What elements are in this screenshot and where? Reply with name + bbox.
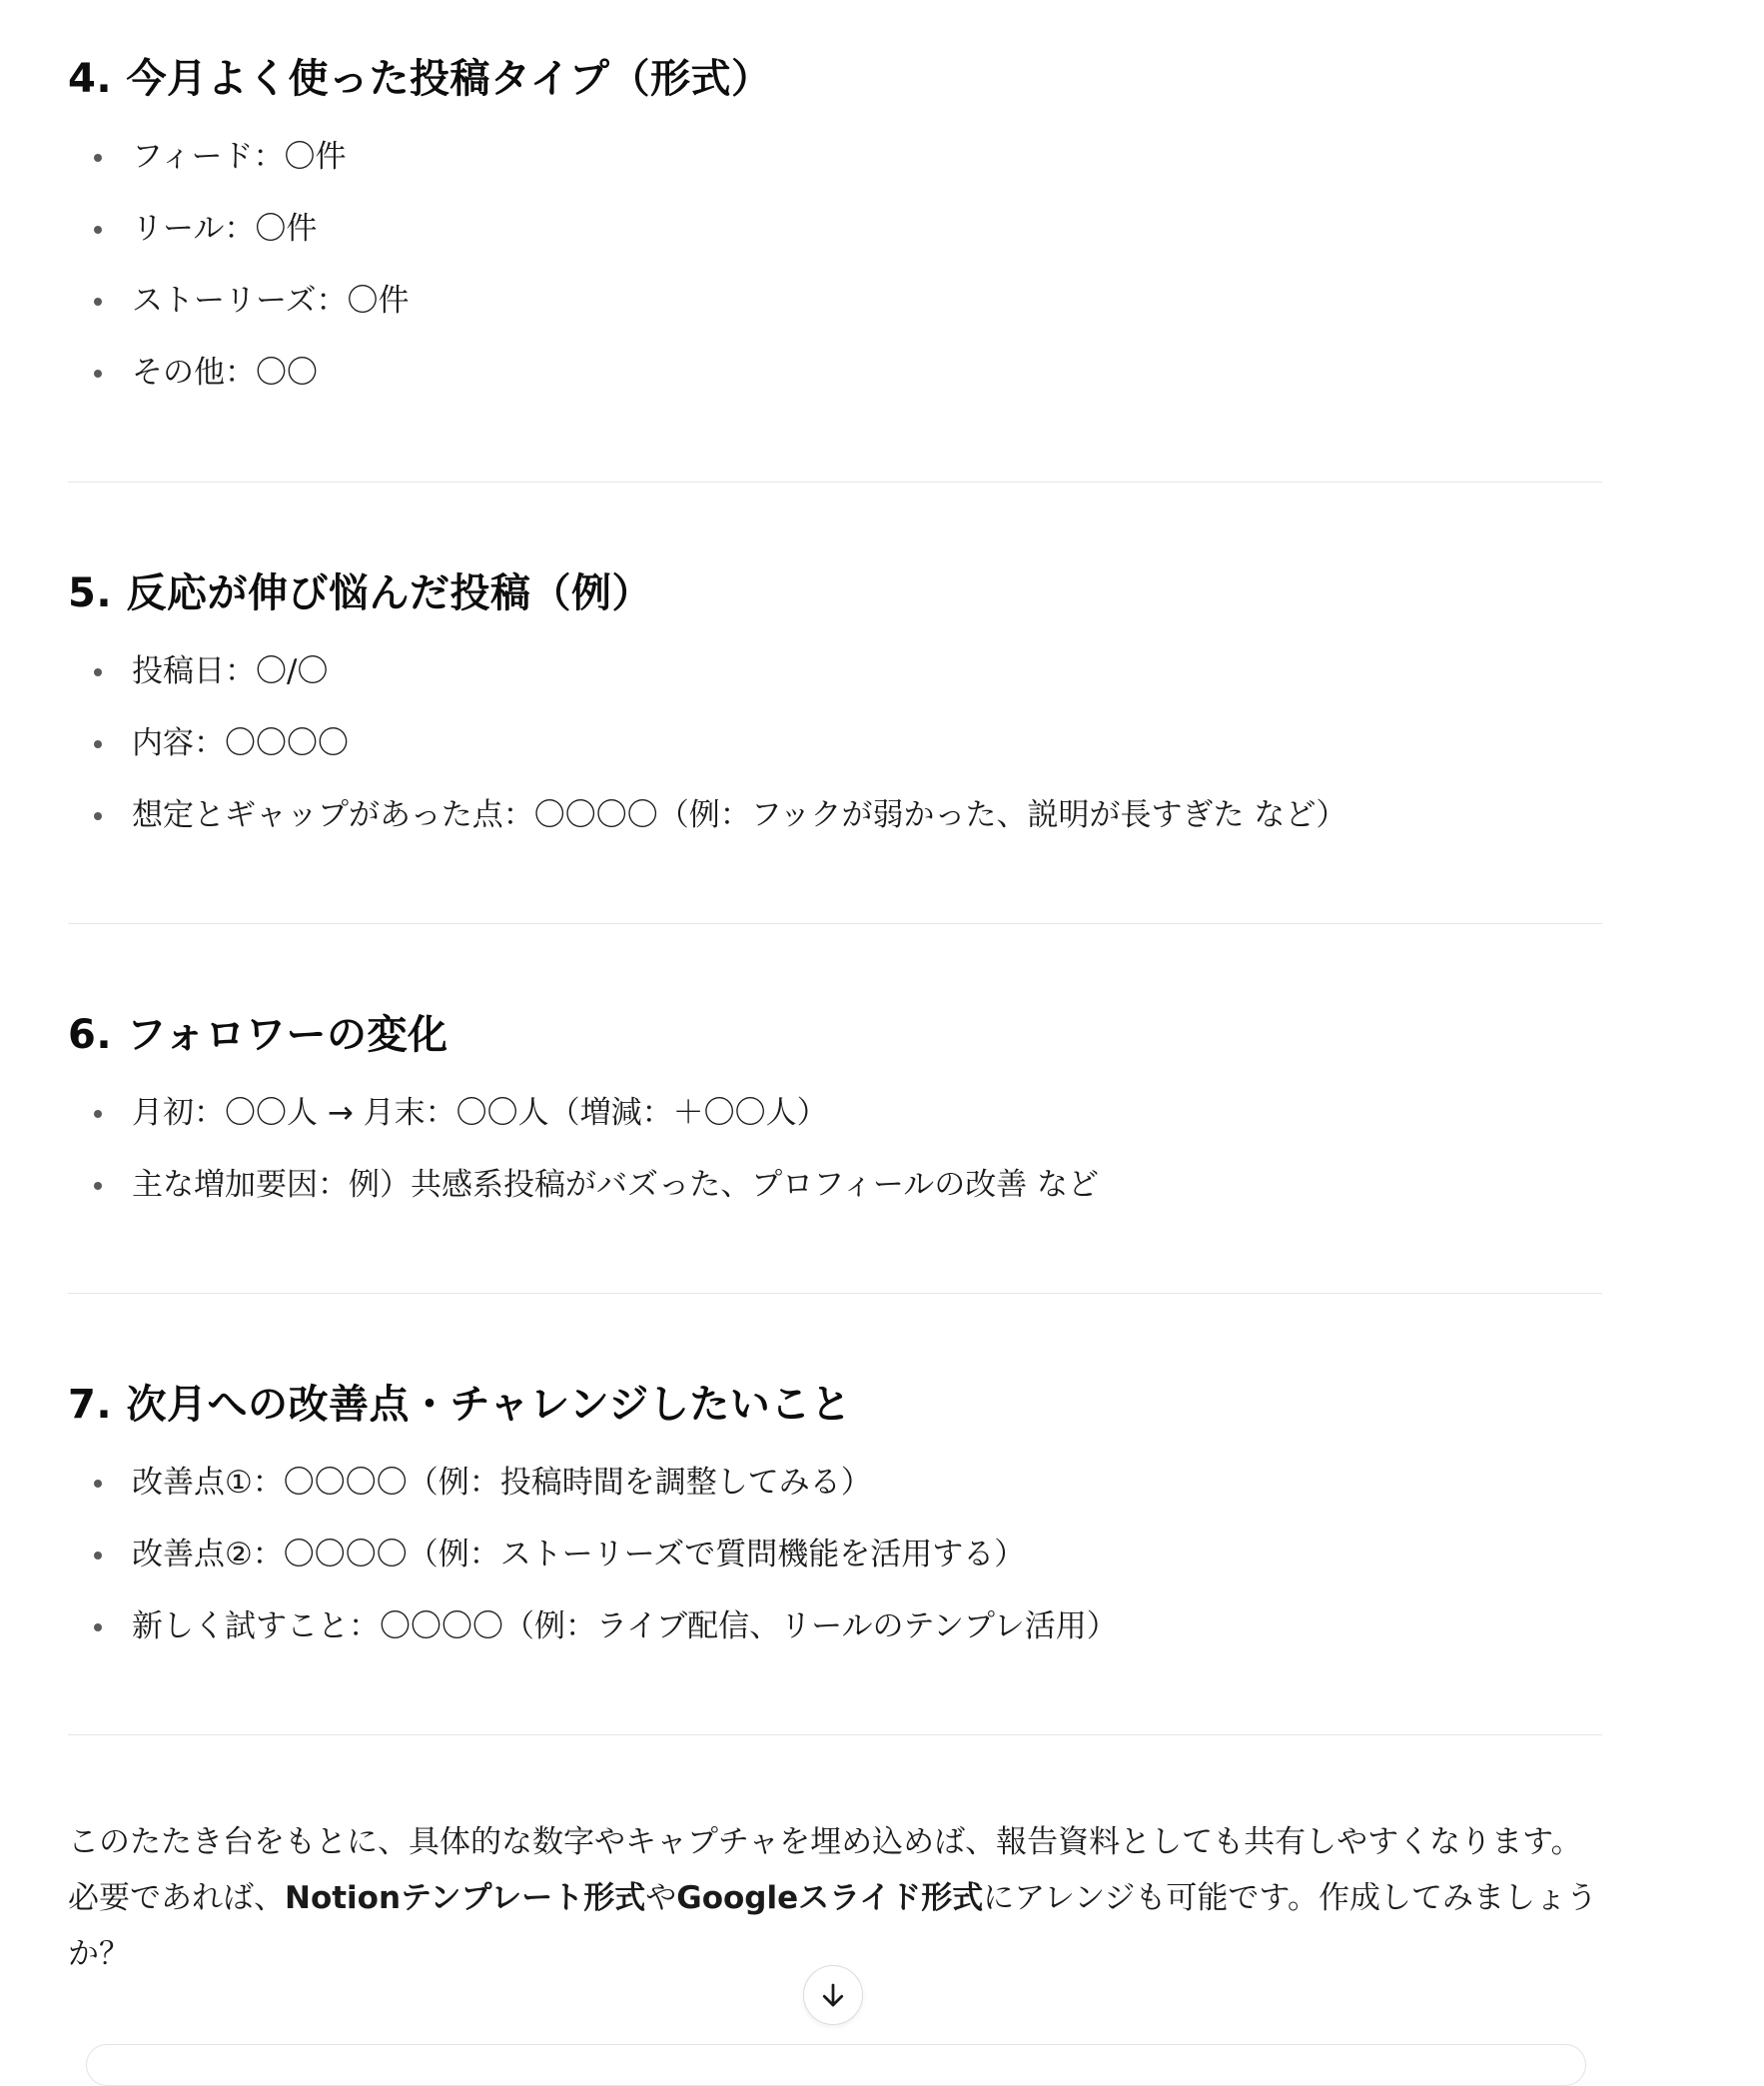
list-item: ストーリーズ：〇件 <box>68 265 1602 337</box>
google-slides-emphasis: Googleスライド形式 <box>676 1880 984 1916</box>
scroll-to-bottom-button[interactable] <box>803 1965 863 2025</box>
section-7 <box>68 1377 851 1433</box>
divider <box>68 482 1602 483</box>
closing-text: 必要であれば、 <box>68 1880 285 1916</box>
divider <box>68 1734 1602 1735</box>
section-5 <box>68 565 652 621</box>
list-item: 改善点②：〇〇〇〇（例：ストーリーズで質問機能を活用する） <box>68 1519 1602 1590</box>
closing-line-1: このたたき台をもとに、具体的な数字やキャプチャを埋め込めば、報告資料としても共有しやすくなります。 <box>68 1824 1582 1860</box>
section-title: 4. 今月よく使った投稿タイプ（形式） <box>68 56 772 102</box>
arrow-down-icon <box>818 1980 848 2010</box>
closing-paragraph <box>68 1814 1602 1982</box>
section-4 <box>68 51 771 107</box>
list-item: 想定とギャップがあった点：〇〇〇〇（例：フックが弱かった、説明が長すぎた など） <box>68 779 1602 851</box>
section-title: 5. 反応が伸び悩んだ投稿（例） <box>68 570 652 616</box>
notion-template-emphasis: Notionテンプレート形式 <box>285 1880 646 1916</box>
section-5-list <box>68 635 1602 851</box>
closing-text: にアレンジも可能です。作成してみましょうか？ <box>68 1880 1597 1972</box>
list-item: フィード：〇件 <box>68 121 1602 193</box>
list-item: 新しく試すこと：〇〇〇〇（例：ライブ配信、リールのテンプレ活用） <box>68 1590 1602 1662</box>
section-title: 6. フォロワーの変化 <box>68 1012 448 1058</box>
section-title: 7. 次月への改善点・チャレンジしたいこと <box>68 1382 852 1428</box>
section-6-list <box>68 1077 1602 1221</box>
closing-text: や <box>645 1880 677 1916</box>
list-item: 投稿日：〇/〇 <box>68 635 1602 707</box>
list-item: 主な増加要因：例）共感系投稿がバズった、プロフィールの改善 など <box>68 1149 1602 1221</box>
list-item: 改善点①：〇〇〇〇（例：投稿時間を調整してみる） <box>68 1447 1602 1519</box>
message-composer[interactable] <box>86 2044 1586 2086</box>
section-7-list <box>68 1447 1602 1662</box>
list-item: その他：〇〇 <box>68 337 1602 409</box>
divider <box>68 923 1602 924</box>
section-6 <box>68 1007 447 1063</box>
list-item: 月初：〇〇人 → 月末：〇〇人（増減：＋〇〇人） <box>68 1077 1602 1149</box>
list-item: リール：〇件 <box>68 193 1602 265</box>
section-4-list <box>68 121 1602 409</box>
divider <box>68 1293 1602 1294</box>
list-item: 内容：〇〇〇〇 <box>68 707 1602 779</box>
